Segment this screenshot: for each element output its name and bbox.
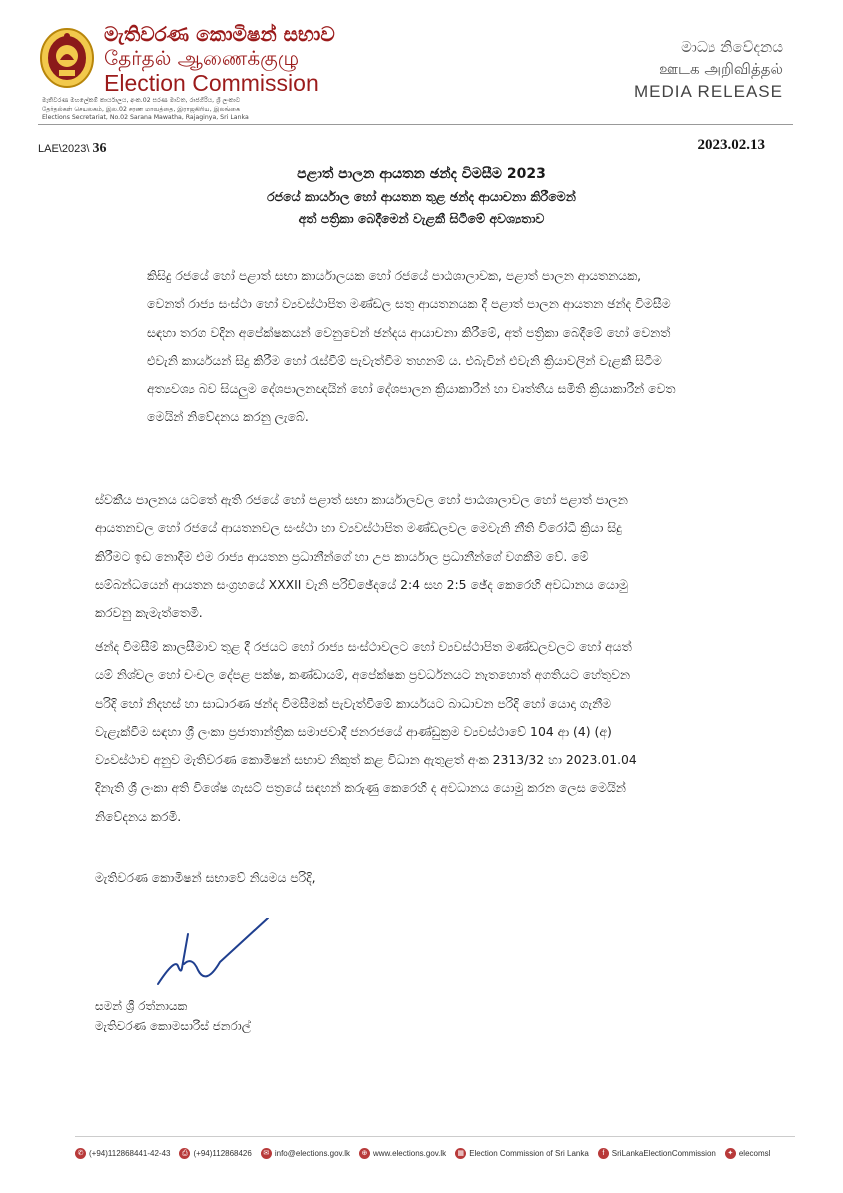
- reference-prefix: LAE\2023\: [38, 143, 90, 155]
- twitter-handle: elecomsl: [738, 1149, 771, 1158]
- paragraph-line: යම් නිශ්චල හෝ චංචල දේපළ පක්ෂ, කණ්ඩායම්, අපේක්ෂක ප්‍රවර්ධනයට නැතහොත් අගතියට හේතුවන: [95, 667, 630, 683]
- building-icon: ▦: [455, 1148, 466, 1159]
- footer-phone[interactable]: [75, 1148, 170, 1159]
- footer-website[interactable]: [359, 1148, 446, 1159]
- email-icon: ✉: [261, 1148, 272, 1159]
- reference-number: [38, 141, 106, 157]
- release-date: 2023.02.13: [697, 137, 765, 153]
- phone-icon: ✆: [75, 1148, 86, 1159]
- signer-name: සමන් ශ්‍රී රත්නායක: [95, 999, 188, 1013]
- organization-name: [104, 22, 335, 96]
- paragraph-line: ස්වකීය පාලනය යටතේ ඇති රජයේ හෝ පළාත් සභා කාර්යාලවල හෝ පාඨශාලාවල හෝ පළාත් පාලන: [95, 492, 628, 507]
- twitter-icon: ✦: [725, 1148, 736, 1159]
- footer-fax[interactable]: [179, 1148, 251, 1159]
- phone-number: (+94)112868441-42-43: [89, 1149, 171, 1158]
- footer-email[interactable]: [261, 1148, 350, 1159]
- paragraph-line: සඳහා තරග වදින අපේක්ෂකයන් වෙනුවෙන් ඡන්දය ආයාචනා කිරීමේ, අත් පත්‍රිකා බෙදීමේ හෝ වෙනත්: [147, 324, 671, 340]
- signature-icon: [148, 918, 338, 996]
- paragraph-line: කිසිදු රජයේ හෝ පළාත් සභා කාර්යාලයක හෝ රජයේ පාඨශාලාවක, පළාත් පාලන ආයතනයක,: [147, 268, 642, 283]
- paragraph-line: ආයතනවල හෝ රජයේ ආයතනවල සංස්ථා හා ව්‍යවස්ථාපිත මණ්ඩලවල මෙවැනි නීති විරෝධී ක්‍රියා සිදු: [95, 520, 622, 536]
- paragraph-line: දිනැති ශ්‍රී ලංකා අති විශේෂ ගැසට් පත්‍රයේ සඳහන් කරුණු කෙරෙහි ද අවධානය යොමු කරන ලෙස මෙයින්: [95, 780, 626, 796]
- reference-serial: 36: [92, 141, 107, 156]
- email-address: info@elections.gov.lk: [274, 1149, 350, 1158]
- paragraph-line: එවැනි කාර්යයන් සිදු කිරීම හෝ රැස්වීම් පැවැත්වීම තහනම් ය. එබැවින් එවැනි ක්‍රියාවලින් වැළකී සිටීම: [147, 352, 662, 368]
- footer-organization[interactable]: [455, 1148, 589, 1159]
- org-name-sinhala: මැතිවරණ කොමිෂන් සභාව: [104, 22, 335, 46]
- paragraph-2: [95, 486, 773, 627]
- org-name-tamil: தேர்தல் ஆணைக்குழு: [104, 46, 300, 70]
- closing-line: මැතිවරණ කොමිෂන් සභාවේ නියමය පරිදි,: [95, 870, 316, 885]
- address-block: [42, 97, 249, 123]
- paragraph-line: අත්‍යවශ්‍ය බව සියලුම දේශපාලනඥයින් හෝ දේශපාලන ක්‍රියාකාරීන් හා වෘත්තීය සමිති ක්‍රියාකාරීන් වෙත: [147, 381, 676, 397]
- paragraph-line: කරවනු කැමැත්තෙමි.: [95, 605, 203, 621]
- web-icon: ⊕: [359, 1148, 370, 1159]
- facebook-handle: SriLankaElectionCommission: [611, 1149, 716, 1158]
- media-release-label: [634, 36, 783, 104]
- website-link: www.elections.gov.lk: [372, 1149, 447, 1158]
- paragraph-line: නිවේදනය කරමි.: [95, 808, 182, 824]
- signer-title: මැතිවරණ කොමසාරිස් ජනරාල්: [95, 1019, 251, 1033]
- org-name-english: Election Commission: [104, 70, 319, 96]
- header-divider: [38, 124, 793, 125]
- paragraph-line: පරිදි හෝ නිදහස් හා සාධාරණ ඡන්ද විමසීමක් පැවැත්වීමේ කාර්යයට බාධාවන පරිදි හෝ යොදා ගැනීම: [95, 695, 612, 711]
- paragraph-1: [95, 262, 773, 432]
- title-line-1: පළාත් පාලන ආයතන ඡන්ද විමසීම 2023: [297, 166, 546, 182]
- paragraph-line: මෙයින් නිවේදනය කරනු ලැබේ.: [147, 409, 309, 425]
- footer-facebook[interactable]: [598, 1148, 716, 1159]
- title-line-3: අත් පත්‍රිකා බෙදීමෙන් වැළකී සිටීමේ අවශ්‍යතාව: [298, 211, 545, 226]
- facebook-icon: f: [598, 1148, 609, 1159]
- document-title: [0, 162, 843, 230]
- paragraph-line: වැළැක්වීම සඳහා ශ්‍රී ලංකා ප්‍රජාතාන්ත්‍රික සමාජවාදී ජනරජයේ ආණ්ඩුක්‍රම ව්‍යවස්ථාවේ 104 ආ (4) (අ): [95, 723, 612, 739]
- address-tamil: தேர்தல்கள் செயலகம், இல.02 சரண மாவத்தை, இராஜகிரிய, இலங்கை: [42, 105, 241, 113]
- paragraph-3: [95, 633, 773, 831]
- paragraph-line: කිරීමට ඉඩ නොදීම එම රාජ්‍ය ආයතන ප්‍රධානීන්ගේ හා උප කාර්යාල ප්‍රධානීන්ගේ වගකීම වේ. මේ: [95, 548, 589, 564]
- media-release-sinhala: මාධ්‍ය නිවේදනය: [681, 38, 783, 56]
- paragraph-line: වෙනත් රාජ්‍ය සංස්ථා හෝ ව්‍යවස්ථාපිත මණ්ඩල සතු ආයතනයක දී පළාත් පාලන ආයතන ඡන්ද විමසීම: [147, 296, 671, 312]
- title-line-2: රජයේ කාර්යාල හෝ ආයතන තුළ ඡන්ද ආයාචනා කිරීමෙන්: [267, 189, 576, 204]
- address-sinhala: මැතිවරණ මහලේකම් කාර්යාලය, අංක.02 සරණ මාවත, රාජගිරිය, ශ්‍රී ලංකාව: [42, 97, 241, 104]
- paragraph-line: සම්බන්ධයෙන් ආයතන සංග්‍රහයේ XXXII වැනි පරිච්ඡේදයේ 2:4 සහ 2:5 ඡේද කෙරෙහි අවධානය යොමු: [95, 576, 628, 592]
- address-english: Elections Secretariat, No.02 Sarana Mawatha, Rajaginya, Sri Lanka: [42, 114, 249, 121]
- organization-link: Election Commission of Sri Lanka: [469, 1149, 589, 1158]
- contact-footer: [75, 1148, 770, 1159]
- paragraph-line: ව්‍යවස්ථාව අනුව මැතිවරණ කොමිෂන් සභාව නිකුත් කළ විධාන ඇතුළත් අංක 2313/32 හා 2023.01.04: [95, 752, 637, 768]
- media-release-english: MEDIA RELEASE: [633, 82, 783, 101]
- fax-icon: ⎙: [179, 1148, 190, 1159]
- footer-twitter[interactable]: [725, 1148, 771, 1159]
- media-release-tamil: ஊடக அறிவித்தல்: [659, 60, 783, 78]
- fax-number: (+94)112868426: [193, 1149, 252, 1158]
- commission-emblem-icon: [38, 26, 96, 90]
- footer-divider: [75, 1136, 795, 1137]
- paragraph-line: ඡන්ද විමසීම් කාලසීමාව තුළ දී රජයට හෝ රාජ්‍ය සංස්ථාවලට හෝ ව්‍යවස්ථාපිත මණ්ඩලවලට හෝ අයත්: [95, 639, 632, 654]
